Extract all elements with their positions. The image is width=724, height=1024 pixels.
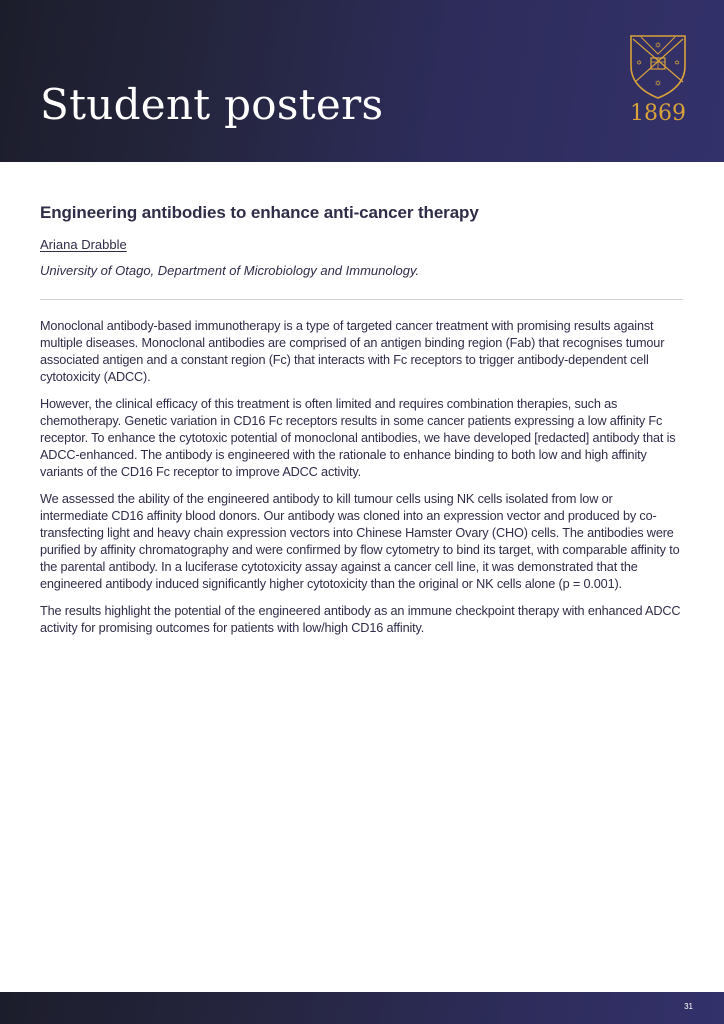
svg-text:✡: ✡ — [674, 59, 680, 67]
abstract-paragraph: We assessed the ability of the engineered antibody to kill tumour cells using NK cells isolated from low or intermediate CD16 affinity blood donors. Our antibody was cloned into an expression vector and produced by co-transfecting light and heavy chain expression vectors into Chinese Hamster Ovary (CHO) cells. The antibodies were purified by affinity chromatography and were confirmed by flow cytometry to bind its target, with comparable affinity to the parental antibody. In a luciferase cytotoxicity assay against a cancer cell line, it was demonstrated that the engineered antibody induced significantly higher cytotoxicity than the original or NK cells alone (p = 0.001). — [40, 491, 680, 592]
university-crest-icon — [629, 34, 687, 100]
svg-text:✡: ✡ — [636, 59, 642, 67]
poster-abstract — [40, 200, 683, 647]
svg-text:✡: ✡ — [654, 79, 662, 88]
abstract-paragraph: The results highlight the potential of the engineered antibody as an immune checkpoint therapy with enhanced ADCC activity for promising outcomes for patients with low/high CD16 affinity. — [40, 603, 681, 635]
abstract-body — [40, 318, 683, 637]
founding-year: 1869 — [630, 101, 686, 126]
svg-text:✡: ✡ — [654, 41, 662, 50]
section-divider — [40, 299, 683, 300]
author-affiliation: University of Otago, Department of Microbiology and Immunology. — [40, 263, 420, 278]
poster-title: Engineering antibodies to enhance anti-cancer therapy — [40, 203, 479, 222]
section-title: Student posters — [40, 80, 384, 129]
abstract-paragraph: However, the clinical efficacy of this treatment is often limited and requires combination therapies, such as chemotherapy. Genetic variation in CD16 Fc receptors results in some cancer patients expressing a low affinity Fc receptor. To enhance the cytotoxic potential of monoclonal antibodies, we have developed [redacted] antibody that is ADCC-enhanced. The antibody is engineered with the rationale to enhance binding to both low and high affinity variants of the CD16 Fc receptor to improve ADCC activity. — [40, 396, 676, 480]
author-name: Ariana Drabble — [40, 237, 127, 252]
abstract-paragraph: Monoclonal antibody-based immunotherapy is a type of targeted cancer treatment with promising results against multiple diseases. Monoclonal antibodies are comprised of an antigen binding region (Fab) that recognises tumour associated antigen and a constant region (Fc) that interacts with Fc receptors to trigger antibody-dependent cell cytotoxicity (ADCC). — [40, 319, 665, 385]
page-header — [0, 0, 724, 162]
page-number: 31 — [684, 1002, 693, 1011]
page-footer — [0, 992, 724, 1024]
